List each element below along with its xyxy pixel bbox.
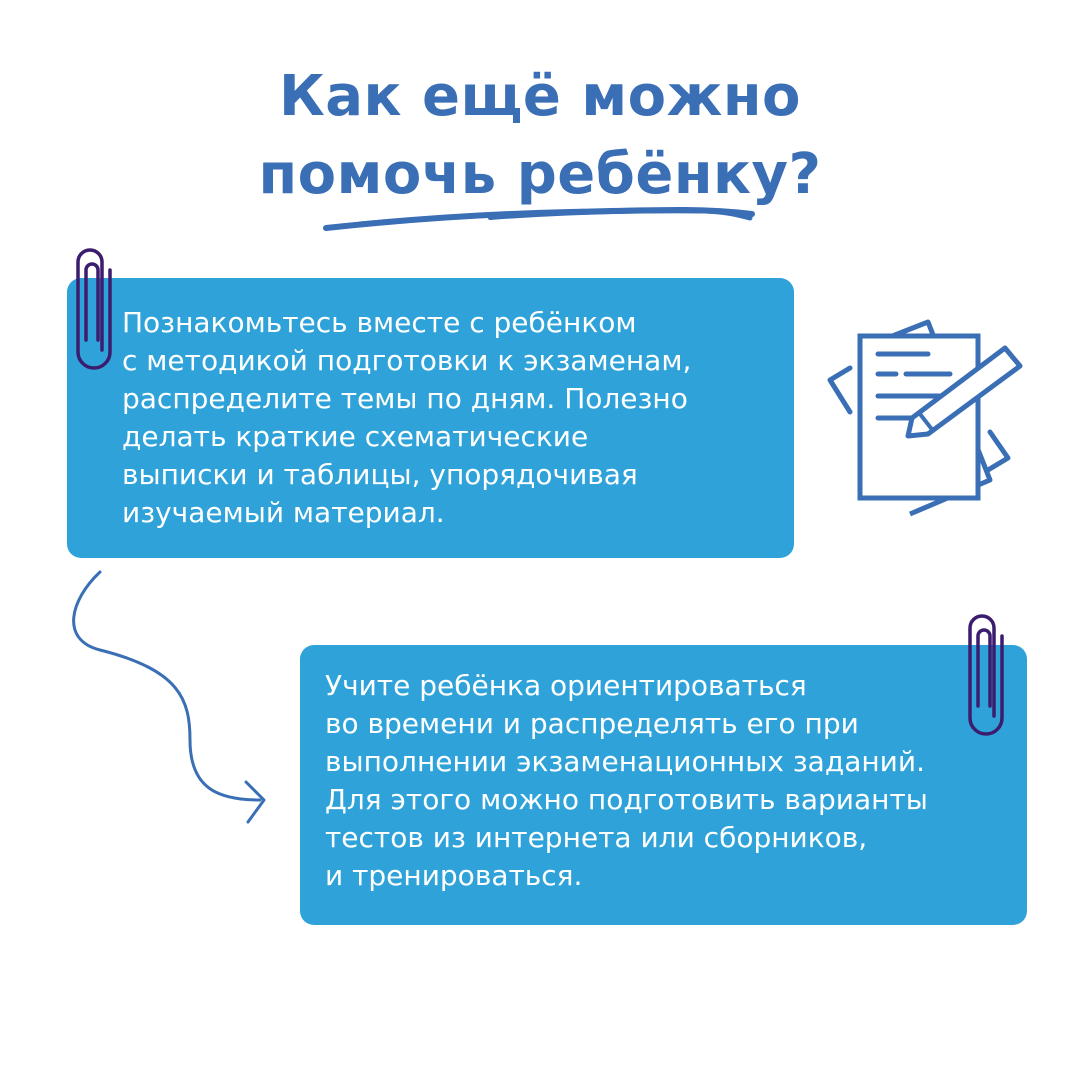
tip-card-2-line: Учите ребёнка ориентироваться <box>325 669 807 702</box>
paperclip-icon <box>74 240 114 370</box>
tip-card-2-line: и тренироваться. <box>325 859 583 892</box>
tip-card-1-line: изучаемый материал. <box>122 496 445 529</box>
tip-card-1-line: делать краткие схематические <box>122 420 589 453</box>
tip-card-2-line: выполнении экзаменационных заданий. <box>325 745 925 778</box>
tip-card-2-line: Для этого можно подготовить варианты <box>325 783 928 816</box>
title-line-1: Как ещё можно <box>278 64 802 129</box>
tip-card-1-line: с методикой подготовки к экзаменам, <box>122 344 692 377</box>
tip-card-2-line: тестов из интернета или сборников, <box>325 821 868 854</box>
tip-card-1-line: выписки и таблицы, упорядочивая <box>122 458 638 491</box>
tip-card-2 <box>300 645 1027 925</box>
title-line-2: помочь ребёнку? <box>258 142 822 207</box>
tip-card-1-line: распределите темы по дням. Полезно <box>122 382 688 415</box>
tip-card-2-text <box>325 667 928 895</box>
tip-card-1 <box>67 278 794 558</box>
curved-arrow-icon <box>60 560 290 840</box>
document-with-pencil-icon <box>820 310 1030 530</box>
page-title <box>0 58 1080 214</box>
tip-card-2-line: во времени и распределять его при <box>325 707 859 740</box>
tip-card-1-line: Познакомьтесь вместе с ребёнком <box>122 306 637 339</box>
paperclip-icon <box>966 606 1006 736</box>
brush-underline-icon <box>320 200 760 240</box>
tip-card-1-text <box>122 304 691 532</box>
